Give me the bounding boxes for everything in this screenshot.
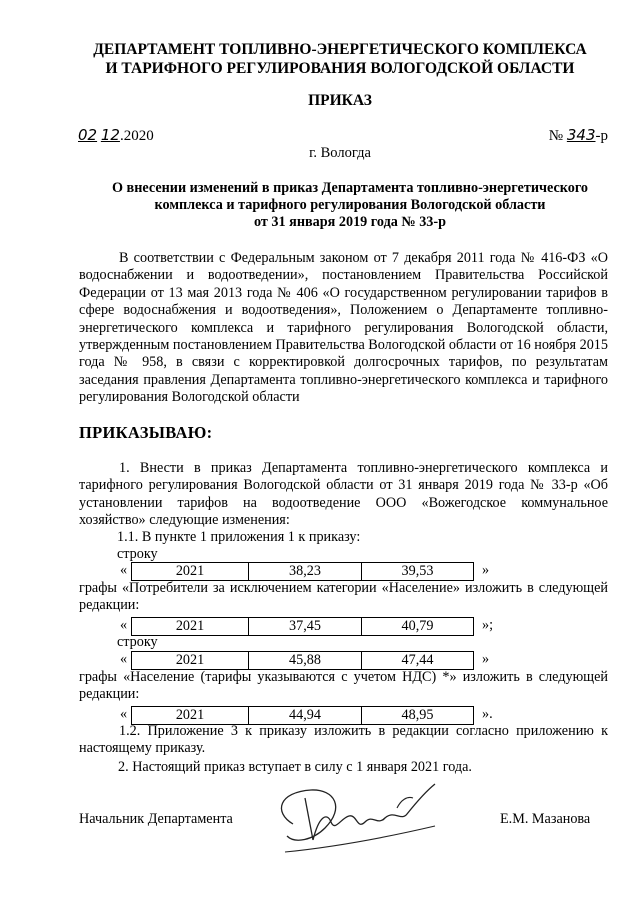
order-subject [80, 180, 620, 232]
signature-stroke-3 [383, 784, 435, 820]
cell-value-2: 47,44 [362, 652, 474, 670]
header-line-2: И ТАРИФНОГО РЕГУЛИРОВАНИЯ ВОЛОГОДСКОЙ ОБЛАСТИ [105, 60, 575, 77]
quote-close-semicolon: »; [482, 617, 494, 633]
cell-value-1: 44,94 [249, 707, 362, 725]
signatory-name: Е.М. Мазанова [500, 811, 591, 827]
cell-year: 2021 [132, 618, 249, 636]
number-suffix: -р [595, 128, 608, 144]
date-year: .2020 [119, 128, 154, 144]
signatory-position: Начальник Департамента [79, 811, 233, 827]
subject-line-1: О внесении изменений в приказ Департамента топливно-энергетического [111, 180, 589, 196]
cell-value-2: 39,53 [362, 563, 474, 581]
cell-value-1: 38,23 [249, 563, 362, 581]
cell-value-1: 37,45 [249, 618, 362, 636]
cell-value-2: 48,95 [362, 707, 474, 725]
quote-open: « [120, 651, 128, 667]
quote-close: » [482, 562, 490, 578]
cell-value-2: 40,79 [362, 618, 474, 636]
item-1-text: 1. Внести в приказ Департамента топливно-энергетического комплекса и тарифного регулирования Вологодской области от 31 января 2019 года № 33-р «Об установлении тарифов на водоотведение ООО «Вожегодское коммунальное хозяйство» следующие изменения: [79, 460, 608, 529]
tariff-table-b [131, 617, 474, 636]
decree-word: ПРИКАЗЫВАЮ: [79, 423, 213, 442]
city: г. Вологда [309, 145, 371, 161]
subject-line-3: от 31 января 2019 года № 33-р [254, 214, 446, 231]
tariff-row-b [120, 617, 520, 635]
item-2-text: 2. Настоящий приказ вступает в силу с 1 января 2021 года. [118, 759, 472, 775]
preamble-paragraph [79, 250, 608, 407]
cell-value-1: 45,88 [249, 652, 362, 670]
quote-open: « [120, 617, 128, 633]
subject-line-2: комплекса и тарифного регулирования Вологодской области [154, 197, 546, 214]
header-line-1: ДЕПАРТАМЕНТ ТОПЛИВНО-ЭНЕРГЕТИЧЕСКОГО КОМПЛЕКСА [93, 41, 587, 58]
quote-open: « [120, 562, 128, 578]
cell-year: 2021 [132, 652, 249, 670]
grafy-c-text: графы «Население (тарифы указываются с учетом НДС) *» изложить в следующей редакции: [79, 669, 608, 703]
tariff-row-c [120, 651, 500, 669]
date-day: 02 [78, 126, 98, 144]
signature-stroke-5 [397, 797, 413, 808]
stroku-label-a: строку [117, 546, 158, 562]
tariff-table-c [131, 651, 474, 670]
tariff-row-d [120, 706, 520, 724]
cell-year: 2021 [132, 563, 249, 581]
quote-open: « [120, 706, 128, 722]
item-1-1-text: 1.1. В пункте 1 приложения 1 к приказу: [117, 529, 361, 545]
quote-close: » [482, 651, 490, 667]
order-date [78, 127, 154, 145]
cell-year: 2021 [132, 707, 249, 725]
handwritten-signature [265, 778, 455, 858]
quote-close-dot: ». [482, 706, 493, 722]
order-title: ПРИКАЗ [308, 92, 372, 109]
order-date-number-row [78, 127, 608, 147]
item-1-2-text: 1.2. Приложение 3 к приказу изложить в редакции согласно приложению к настоящему приказу. [79, 723, 608, 757]
tariff-row-a [120, 562, 500, 580]
date-month: 12 [100, 126, 120, 144]
number-value: 343 [566, 126, 596, 144]
order-number [549, 127, 608, 145]
stroku-label-c: строку [117, 634, 158, 650]
department-header [60, 40, 620, 78]
number-prefix: № [548, 128, 564, 144]
preamble-text: В соответствии с Федеральным законом от 7 декабря 2011 года № 416-ФЗ «О водоснабжении и водоотведении», постановлением Правительства Российской Федерации от 13 мая 2013 года № 406 «О государственном регулировании тарифов в сфере водоснабжения и водоотведения», Положением о Департаменте топливно-энергетического комплекса и тарифного регулирования Вологодской области, утвержденным постановлением Правительства Вологодской области от 16 ноября 2015 года № 958, в связи с корректировкой долгосрочных тарифов, по результатам заседания правления Департамента топливно-энергетического комплекса и тарифного регулирования Вологодской области [79, 250, 608, 406]
tariff-table-a [131, 562, 474, 581]
grafy-a-text: графы «Потребители за исключением категории «Население» изложить в следующей редакции: [79, 580, 608, 614]
